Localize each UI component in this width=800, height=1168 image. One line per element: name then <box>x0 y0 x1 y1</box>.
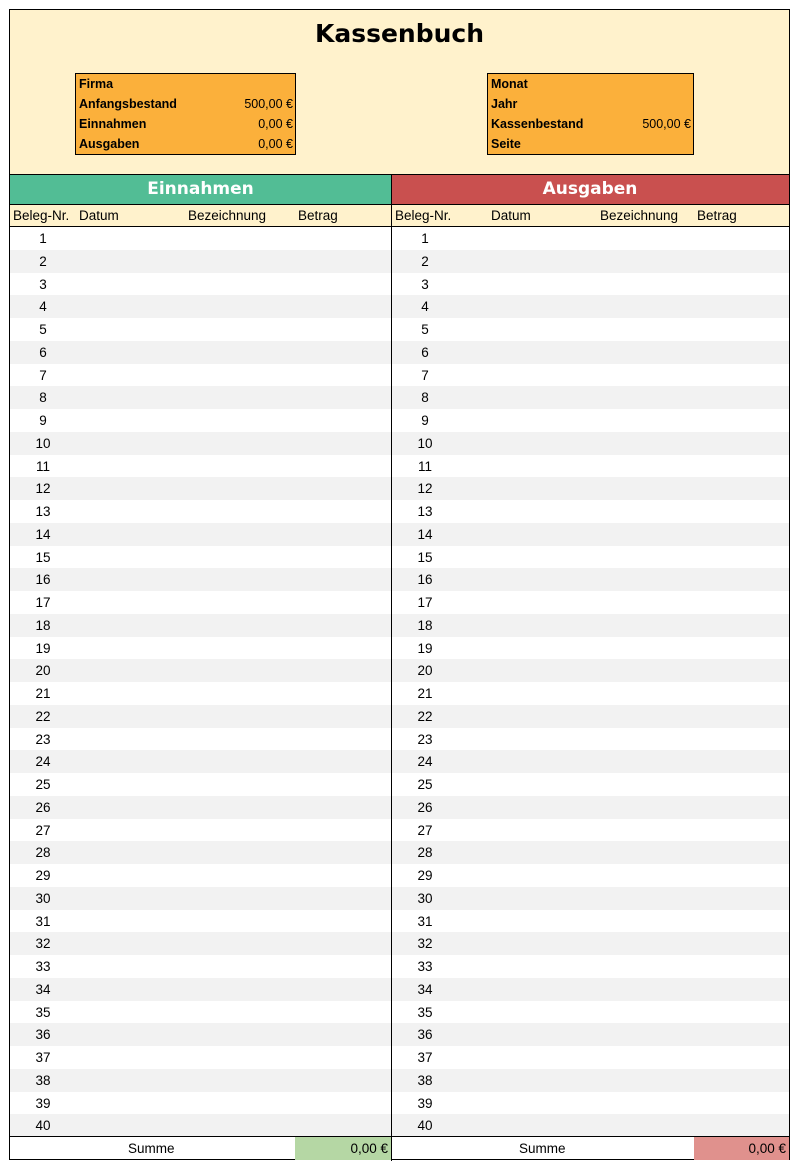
income-table-row[interactable] <box>10 546 391 569</box>
income-table-row[interactable] <box>10 432 391 455</box>
beleg-number: 2 <box>39 253 47 269</box>
income-table-row[interactable] <box>10 1092 391 1115</box>
beleg-number: 19 <box>417 640 433 656</box>
beleg-number: 4 <box>39 299 47 315</box>
beleg-number: 11 <box>35 458 50 474</box>
beleg-number: 29 <box>35 868 51 883</box>
info-row-anfangsbestand[interactable] <box>76 94 295 114</box>
expense-col-beleg: Beleg-Nr. <box>395 208 452 223</box>
beleg-number: 12 <box>35 481 51 497</box>
expense-col-bezeichnung: Bezeichnung <box>600 208 679 223</box>
income-table-row[interactable] <box>10 386 391 409</box>
info-row-firma[interactable] <box>76 74 295 94</box>
beleg-number: 18 <box>417 617 433 633</box>
income-table-row[interactable] <box>10 750 391 773</box>
info-row-kassenbestand[interactable] <box>488 114 693 134</box>
income-table-row[interactable] <box>10 614 391 637</box>
beleg-number: 40 <box>35 1118 51 1134</box>
expense-table-row[interactable] <box>392 227 789 250</box>
beleg-number: 9 <box>421 413 429 428</box>
income-col-datum: Datum <box>79 208 119 223</box>
beleg-number: 7 <box>421 367 429 383</box>
beleg-number: 15 <box>35 549 51 565</box>
beleg-number: 21 <box>35 686 51 701</box>
income-table-row[interactable] <box>10 978 391 1001</box>
info-row-seite[interactable] <box>488 134 693 154</box>
beleg-number: 5 <box>421 322 429 337</box>
income-sum-label: Summe <box>128 1141 175 1156</box>
income-table-row[interactable] <box>10 250 391 273</box>
income-table-row[interactable] <box>10 500 391 523</box>
beleg-number: 32 <box>417 936 433 952</box>
income-table-row[interactable] <box>10 591 391 614</box>
income-table-row[interactable] <box>10 864 391 887</box>
info-value: 500,00 € <box>642 117 691 131</box>
beleg-number: 26 <box>417 799 433 815</box>
expense-table-row[interactable] <box>392 318 789 341</box>
expense-table-row[interactable] <box>392 1069 789 1092</box>
income-table-row[interactable] <box>10 887 391 910</box>
income-table-row[interactable] <box>10 955 391 978</box>
beleg-number: 37 <box>417 1050 433 1065</box>
expense-table-row[interactable] <box>392 955 789 978</box>
beleg-number: 17 <box>417 595 433 610</box>
beleg-number: 3 <box>421 276 429 292</box>
income-table-row[interactable] <box>10 295 391 318</box>
expense-table-row[interactable] <box>392 1114 789 1137</box>
expense-table-row[interactable] <box>392 887 789 910</box>
beleg-number: 22 <box>35 708 51 724</box>
beleg-number: 19 <box>35 640 51 656</box>
income-table-row[interactable] <box>10 1046 391 1069</box>
beleg-number: 21 <box>417 686 433 701</box>
expense-table-row[interactable] <box>392 477 789 500</box>
info-row-monat[interactable] <box>488 74 693 94</box>
column-header-row <box>10 204 789 227</box>
income-table-row[interactable] <box>10 273 391 296</box>
info-label: Kassenbestand <box>491 117 584 131</box>
expense-total: 0,00 € <box>694 1137 789 1160</box>
beleg-number: 13 <box>35 504 51 519</box>
income-table-row[interactable] <box>10 841 391 864</box>
beleg-number: 16 <box>417 572 433 588</box>
expense-table-row[interactable] <box>392 841 789 864</box>
info-value: 0,00 € <box>258 137 293 151</box>
income-table-row[interactable] <box>10 637 391 660</box>
beleg-number: 26 <box>35 799 51 815</box>
beleg-number: 14 <box>417 526 433 542</box>
beleg-number: 25 <box>417 777 433 792</box>
beleg-number: 13 <box>417 504 433 519</box>
expense-table-row[interactable] <box>392 750 789 773</box>
info-value: 0,00 € <box>258 117 293 131</box>
income-section-header: Einnahmen <box>10 175 391 204</box>
income-table-row[interactable] <box>10 477 391 500</box>
expense-sum-label: Summe <box>519 1141 566 1156</box>
income-table-row[interactable] <box>10 409 391 432</box>
income-col-beleg: Beleg-Nr. <box>13 208 70 223</box>
info-label: Monat <box>491 77 528 91</box>
company-info-box <box>75 73 296 155</box>
beleg-number: 20 <box>35 663 51 679</box>
expense-section-header: Ausgaben <box>391 175 789 204</box>
income-table-row[interactable] <box>10 932 391 955</box>
page-title: Kassenbuch <box>314 19 485 48</box>
info-label: Jahr <box>491 97 518 111</box>
beleg-number: 23 <box>417 731 433 747</box>
beleg-number: 15 <box>417 549 433 565</box>
beleg-number: 27 <box>417 822 433 838</box>
income-table-row[interactable] <box>10 568 391 591</box>
income-table-row[interactable] <box>10 227 391 250</box>
beleg-number: 36 <box>417 1027 433 1043</box>
beleg-number: 20 <box>417 663 433 679</box>
cashbook-sheet <box>9 9 790 1160</box>
income-table-row[interactable] <box>10 705 391 728</box>
beleg-number: 11 <box>417 458 432 474</box>
beleg-number: 8 <box>421 390 429 406</box>
beleg-number: 24 <box>35 754 51 770</box>
income-col-bezeichnung: Bezeichnung <box>188 208 267 223</box>
info-label: Firma <box>79 77 114 91</box>
beleg-number: 35 <box>35 1004 51 1020</box>
cashbook-header <box>10 10 789 175</box>
expense-table-row[interactable] <box>392 1046 789 1069</box>
expense-table-row[interactable] <box>392 910 789 933</box>
beleg-number: 25 <box>35 777 51 792</box>
beleg-number: 29 <box>417 868 433 883</box>
income-ledger <box>10 227 391 1137</box>
info-value: 500,00 € <box>244 97 293 111</box>
income-table-row[interactable] <box>10 364 391 387</box>
beleg-number: 1 <box>421 231 429 246</box>
beleg-number: 18 <box>35 617 51 633</box>
income-table-row[interactable] <box>10 773 391 796</box>
expense-table-row[interactable] <box>392 773 789 796</box>
beleg-number: 17 <box>35 595 51 610</box>
expense-table-row[interactable] <box>392 273 789 296</box>
sum-row <box>10 1136 789 1160</box>
beleg-number: 36 <box>35 1027 51 1043</box>
income-table-row[interactable] <box>10 682 391 705</box>
beleg-number: 7 <box>39 367 47 383</box>
beleg-number: 12 <box>417 481 433 497</box>
income-col-betrag: Betrag <box>298 208 338 223</box>
expense-table-row[interactable] <box>392 1092 789 1115</box>
expense-table-row[interactable] <box>392 546 789 569</box>
income-table-row[interactable] <box>10 318 391 341</box>
expense-table-row[interactable] <box>392 1023 789 1046</box>
beleg-number: 3 <box>39 276 47 292</box>
expense-table-row[interactable] <box>392 1001 789 1024</box>
income-table-row[interactable] <box>10 523 391 546</box>
income-table-row[interactable] <box>10 1023 391 1046</box>
beleg-number: 38 <box>417 1072 433 1088</box>
beleg-number: 8 <box>39 390 47 406</box>
beleg-number: 39 <box>35 1095 51 1111</box>
info-row-ausgaben[interactable] <box>76 134 295 154</box>
beleg-number: 6 <box>39 344 47 360</box>
expense-table-row[interactable] <box>392 250 789 273</box>
beleg-number: 32 <box>35 936 51 952</box>
expense-table-row[interactable] <box>392 295 789 318</box>
beleg-number: 37 <box>35 1050 51 1065</box>
beleg-number: 34 <box>417 981 433 997</box>
income-table-row[interactable] <box>10 819 391 842</box>
beleg-number: 2 <box>421 253 429 269</box>
info-row-jahr[interactable] <box>488 94 693 114</box>
expense-table-row[interactable] <box>392 614 789 637</box>
expense-table-row[interactable] <box>392 728 789 751</box>
expense-table-row[interactable] <box>392 705 789 728</box>
beleg-number: 33 <box>417 959 433 974</box>
beleg-number: 9 <box>39 413 47 428</box>
expense-table-row[interactable] <box>392 432 789 455</box>
beleg-number: 28 <box>35 845 51 861</box>
info-label: Einnahmen <box>79 117 147 131</box>
beleg-number: 30 <box>35 890 51 906</box>
expense-table-row[interactable] <box>392 591 789 614</box>
beleg-number: 22 <box>417 708 433 724</box>
income-table-row[interactable] <box>10 910 391 933</box>
income-table-row[interactable] <box>10 728 391 751</box>
beleg-number: 23 <box>35 731 51 747</box>
expense-table-row[interactable] <box>392 819 789 842</box>
beleg-number: 27 <box>35 822 51 838</box>
income-table-row[interactable] <box>10 455 391 478</box>
beleg-number: 34 <box>35 981 51 997</box>
beleg-number: 10 <box>35 435 51 451</box>
period-info-box <box>487 73 694 155</box>
beleg-number: 24 <box>417 754 433 770</box>
beleg-number: 39 <box>417 1095 433 1111</box>
beleg-number: 10 <box>417 435 433 451</box>
expense-table-row[interactable] <box>392 637 789 660</box>
expense-table-row[interactable] <box>392 796 789 819</box>
expense-table-row[interactable] <box>392 932 789 955</box>
expense-table-row[interactable] <box>392 364 789 387</box>
beleg-number: 30 <box>417 890 433 906</box>
income-table-row[interactable] <box>10 659 391 682</box>
income-table-row[interactable] <box>10 1069 391 1092</box>
beleg-number: 14 <box>35 526 51 542</box>
beleg-number: 1 <box>39 231 47 246</box>
beleg-number: 6 <box>421 344 429 360</box>
beleg-number: 33 <box>35 959 51 974</box>
beleg-number: 40 <box>417 1118 433 1134</box>
expense-table-row[interactable] <box>392 455 789 478</box>
expense-table-row[interactable] <box>392 386 789 409</box>
expense-col-betrag: Betrag <box>697 208 737 223</box>
expense-table-row[interactable] <box>392 682 789 705</box>
expense-table-row[interactable] <box>392 500 789 523</box>
income-table-row[interactable] <box>10 1001 391 1024</box>
beleg-number: 5 <box>39 322 47 337</box>
income-total: 0,00 € <box>295 1137 391 1160</box>
info-label: Seite <box>491 137 521 151</box>
beleg-number: 38 <box>35 1072 51 1088</box>
expense-table-row[interactable] <box>392 523 789 546</box>
income-table-row[interactable] <box>10 341 391 364</box>
info-row-einnahmen[interactable] <box>76 114 295 134</box>
beleg-number: 35 <box>417 1004 433 1020</box>
income-table-row[interactable] <box>10 796 391 819</box>
beleg-number: 31 <box>35 913 51 929</box>
beleg-number: 16 <box>35 572 51 588</box>
expense-table-row[interactable] <box>392 978 789 1001</box>
beleg-number: 28 <box>417 845 433 861</box>
expense-ledger <box>392 227 789 1137</box>
expense-table-row[interactable] <box>392 659 789 682</box>
expense-table-row[interactable] <box>392 568 789 591</box>
info-label: Ausgaben <box>79 137 140 151</box>
expense-table-row[interactable] <box>392 341 789 364</box>
info-label: Anfangsbestand <box>79 97 177 111</box>
expense-table-row[interactable] <box>392 864 789 887</box>
expense-col-datum: Datum <box>491 208 531 223</box>
beleg-number: 31 <box>417 913 433 929</box>
income-table-row[interactable] <box>10 1114 391 1137</box>
beleg-number: 4 <box>421 299 429 315</box>
expense-table-row[interactable] <box>392 409 789 432</box>
